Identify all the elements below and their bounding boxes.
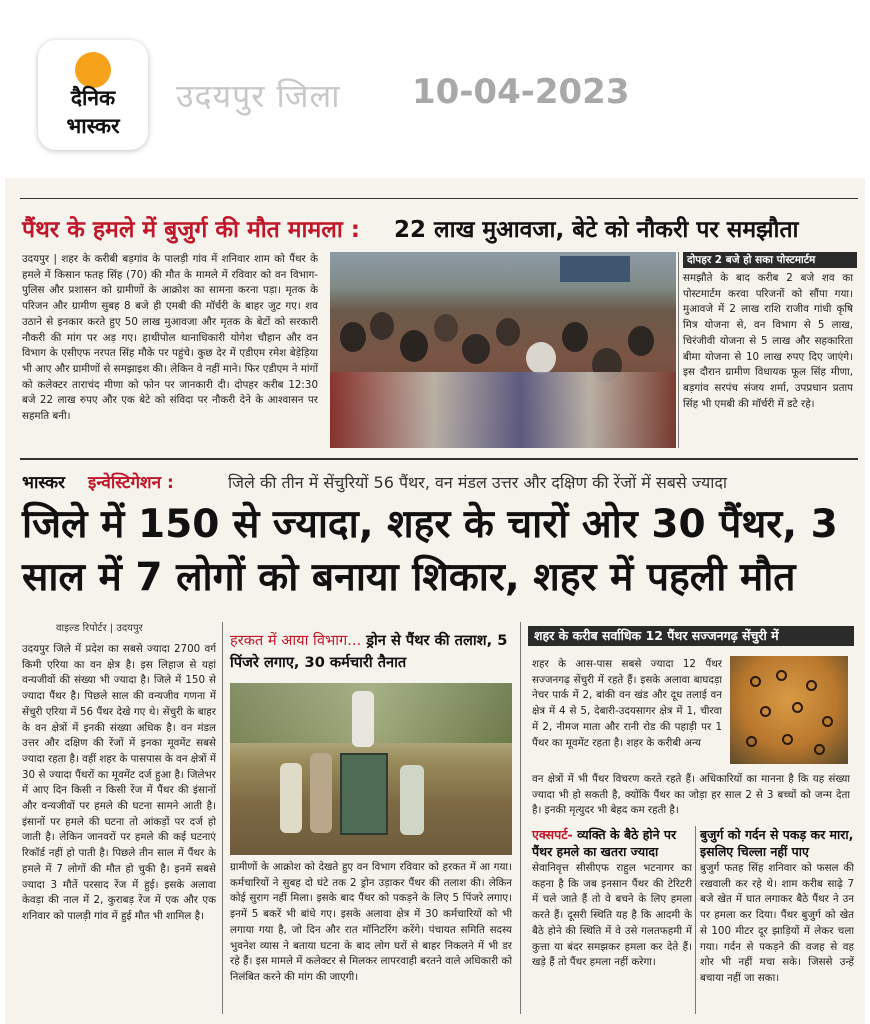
kicker-investigation: इन्वेस्टिगेशन :: [88, 473, 174, 493]
department-action-headline: [230, 630, 520, 674]
story1-headline: 22 लाख मुआवजा, बेटे को नौकरी पर समझौता: [394, 217, 799, 243]
cage-photo: [230, 683, 512, 855]
postmortem-box-body: समझौते के बाद करीब 2 बजे शव का पोस्टमार्टम करवा परिजनों को सौंपा गया। मुआवजे में 2 लाख राशि राजीव गांधी कृषि मित्र योजना से, वन विभाग से 5 लाख, चिरंजीवी योजना से 5 लाख और सहकारिता बीमा योजना से 10 लाख रुपए दिए जाएंगे। इस दौरान ग्रामीण विधायक फूल सिंह मीणा, बड़गांव सरपंच संजय शर्मा, उपप्रधान प्रताप सिंह भी एमबी की मॉर्चरी में डटे रहे।: [683, 272, 853, 410]
story1-headline-red: पैंथर के हमले में बुजुर्ग की मौत मामला :: [22, 217, 361, 243]
postmortem-box-title: दोपहर 2 बजे हो सका पोस्टमार्टम: [683, 252, 857, 268]
story2-main-column: उदयपुर जिले में प्रदेश का सबसे ज्यादा 2700 वर्ग किमी एरिया का वन क्षेत्र है। इस लिहाज से यहां वन्यजीवों की संख्या भी ज्यादा है। जिले में 150 से ज्यादा पैंथर है। पिछले साल की वन्यजीव गणना में सेंचुरी एरिया में 56 पैंथर देखे गए थे। सेंचुरी के बाहर के वन क्षेत्रों में इनकी संख्या अधिक है। वन मंडल उत्तर और दक्षिण की रेंजों में इनका मूवमेंट सबसे ज्यादा रहता है। वहीं शहर के पासपास के वन क्षेत्रों में 30 से ज्यादा पैंथरों का मूवमेंट दर्ज हुआ है। जिलेभर में आए दिन किसी न किसी रेंज में पैंथर की इंसानों और वन्यजीवों पर हमले की घटना सामने आती है। इंसानों पर हमले की घटना तो आंकड़ों पर दर्ज हो जाती है। लेकिन जानवरों पर हमले की कई घटनाएं रिकॉर्ड नहीं हो पाती है। पिछले तीन साल में पैंथर के हमले में 7 लोगों की मौत हो चुकी है। इनमें सबसे ज्यादा 3 मौतें परसाद रेंज में हुई। इसके अलावा केवड़ा की नाल में 2, कुराबड़ रेंज में एक और एक शनिवार को पालड़ी गांव में हुई मौत भी शामिल है।: [22, 643, 216, 922]
story2-headline: जिले में 150 से ज्यादा, शहर के चारों ओर 30 पैंथर, 3 साल में 7 लोगों को बनाया शिकार, शहर में पहली मौत: [22, 502, 838, 600]
column-divider: [520, 622, 521, 1014]
dainik-bhaskar-logo: [38, 40, 148, 150]
bus-shape: [560, 256, 630, 282]
column-divider: [222, 622, 223, 1014]
protest-crowd-photo: [330, 252, 676, 448]
byline: वाइल्ड रिपोर्टर | उदयपुर: [56, 623, 143, 634]
expert-label: एक्सपर्ट-: [532, 827, 573, 842]
neck-attack-headline: बुजुर्ग को गर्दन से पकड़ कर मारा, इसलिए चिल्ला नहीं पाए: [700, 827, 854, 859]
department-action-lead: हरकत में आया विभाग...: [230, 632, 362, 649]
sajjangarh-body-2: वन क्षेत्रों में भी पैंथर विचरण करते रहते हैं। अधिकारियों का मानना है कि यह संख्या ज्यादा भी हो सकती है, क्योंकि पैंथर का जोड़ा हर साल 2 से 3 बच्चों को जन्म देता है। इनकी मृत्युदर भी बेहद कम रहती है।: [532, 773, 850, 817]
cage-shape: [340, 753, 388, 835]
department-action-body: ग्रामीणों के आक्रोश को देखते हुए वन विभाग रविवार को हरकत में आ गया। कर्मचारियों ने सुबह दो घंटे तक 2 ड्रोन उड़ाकर पैंथर की तलाश की। लेकिन कोई सुराग नहीं मिला। इसके बाद पैंथर को पकड़ने के लिए 5 पिंजरे लगाए। इनमें 5 बकरें भी बांधे गए। इसके अलावा क्षेत्र में 30 कर्मचारियों को भी लगाया गया है, जो दिन और रात मॉनिटरिंग करेंगे। पंचायत समिति सदस्य भुवनेश व्यास ने बताया घटना के बाद लोग घरों से बाहर निकलने में भी डर रहे हैं। इस मामले में कलेक्टर से मिलकर लापरवाही बरतने वाले अधिकारी को निलंबित करने की मांग की जाएगी।: [230, 861, 512, 983]
story1-body: उदयपुर | शहर के करीबी बड़गांव के पालड़ी गांव में शनिवार शाम को पैंथर के हमले में किसान फतह सिंह (70) की मौत के मामले में रविवार को वन विभाग-पुलिस और प्रशासन को ग्रामीणों के आक्रोश का सामना करना पड़ा। मृतक के परिजन और ग्रामीण सुबह 8 बजे ही एमबी की मॉर्चरी के बाहर जुट गए। शव उठाने से इनकार करते हुए 50 लाख मुआवजा और मृतक के बेटों को सरकारी नौकरी की मांग पर अड़ गए। हाथीपोल थानाधिकारी योगेश चौहान और वन विभाग के एसीएफ नरपत सिंह मौके पर पहुंचे। कुछ देर में एडीएम रमेश बेड़ेड़िया भी आए और ग्रामीणों से समझाइश की। लेकिन वे नहीं माने। फिर एडीएम ने मांगों को कलेक्टर ताराचंद मीणा को फोन पर जानकारी दी। दोपहर करीब 12:30 बजे 22 लाख रुपए और एक बेटे को संविदा पर नौकरी देने के आश्वासन पर सहमति बनी।: [22, 253, 318, 423]
logo-text-bottom: भास्कर: [66, 114, 120, 138]
sun-icon: [75, 52, 111, 88]
expert-headline: [532, 826, 692, 860]
sajjangarh-box-title: शहर के करीब सर्वाधिक 12 पैंथर सज्जनगढ़ सेंचुरी में: [528, 626, 854, 646]
column-divider: [695, 826, 696, 1014]
neck-attack-body: बुजुर्ग फतह सिंह शनिवार को फसल की रखवाली कर रहे थे। शाम करीब साढ़े 7 बजे खेत में घात लगाकर बैठे पैंथर ने उन पर हमला कर दिया। पैंथर बुजुर्ग को खेत से 100 मीटर दूर झाड़ियों में लेकर चला गया। गर्दन से पकड़ने की वजह से वह शोर भी नहीं मचा सके। जिससे उन्हें बचाया नहीं जा सका।: [700, 862, 854, 984]
department-action-title: ड्रोन से पैंथर की तलाश, 5 पिंजरे लगाए, 30 कर्मचारी तैनात: [230, 632, 508, 671]
kicker-brand: भास्कर: [22, 473, 65, 493]
expert-title: व्यक्ति के बैठे होने पर पैंथर हमले का खतरा ज्यादा: [532, 827, 677, 859]
sajjangarh-body-1: शहर के आस-पास सबसे ज्यादा 12 पैंथर सज्जनगढ़ सेंचुरी में रहते हैं। इसके अलावा बाघदड़ा नेचर पार्क में 2, बांकी वन खंड और दूध तलाई वन क्षेत्र में 4 से 5, देबारी-उदयसागर क्षेत्र में 1, चीरवा में 2, नीमज माता और रानी रोड की पहाड़ी पर 1 पैंथर का मूवमेंट रहता है। शहर के करीबी अन्य: [532, 658, 722, 749]
expert-body: सेवानिवृत्त सीसीएफ राहुल भटनागर का कहना है कि जब इनसान पैंथर की टेरिटरी में चले जाते हैं तो वे बचने के लिए हमला करते हैं। दूसरी स्थिति यह है कि आदमी के बैठे होने की स्थिति में वे उसे गलतफहमी में कुत्ता या बंदर समझकर हमला कर देते हैं। खड़े हैं तो पैंथर हमला नहीं करेगा।: [532, 862, 692, 969]
top-divider: [20, 198, 858, 199]
leopard-photo: [730, 656, 848, 764]
column-divider: [678, 252, 679, 448]
logo-text-top: दैनिक: [70, 86, 116, 110]
section-divider: [20, 458, 858, 460]
kicker-subhead: जिले की तीन में सेंचुरियों 56 पैंथर, वन मंडल उत्तर और दक्षिण की रेंजों में सबसे ज्यादा: [228, 473, 728, 492]
edition-date: 10-04-2023: [412, 72, 630, 112]
district-label: उदयपुर जिला: [176, 77, 341, 115]
